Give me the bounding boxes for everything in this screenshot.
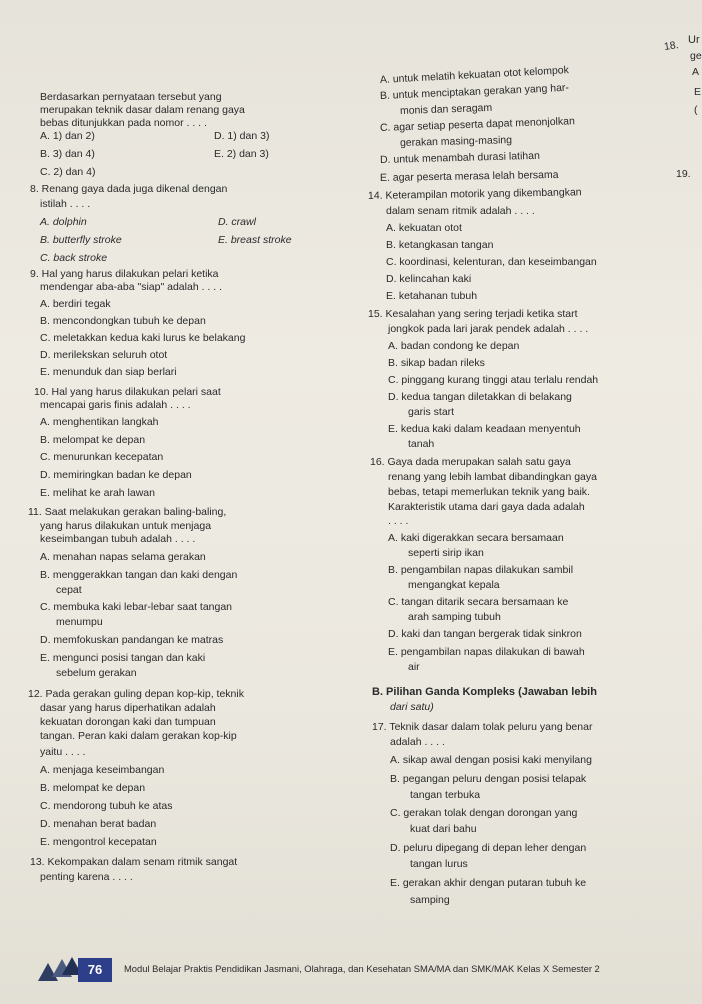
question-text: 15. Kesalahan yang sering terjadi ketika start bbox=[368, 308, 578, 320]
section-heading: B. Pilihan Ganda Kompleks (Jawaban lebih bbox=[372, 686, 597, 698]
answer-option: A. menghentikan langkah bbox=[40, 416, 159, 428]
question-text: penting karena . . . . bbox=[40, 871, 133, 883]
answer-option: B. 3) dan 4) bbox=[40, 148, 95, 160]
question-text: keseimbangan tubuh adalah . . . . bbox=[40, 533, 196, 545]
answer-option: E. mengunci posisi tangan dan kaki bbox=[40, 652, 206, 664]
answer-option: D. merilekskan seluruh otot bbox=[40, 349, 168, 361]
question-text: 10. Hal yang harus dilakukan pelari saat bbox=[34, 386, 221, 398]
question-text: mencapai garis finis adalah . . . . bbox=[40, 399, 191, 411]
question-text: . . . . bbox=[388, 515, 409, 527]
answer-option: C. mendorong tubuh ke atas bbox=[40, 800, 173, 812]
answer-option: tangan lurus bbox=[410, 858, 468, 870]
answer-option: gerakan masing-masing bbox=[399, 134, 513, 149]
footer-text: Modul Belajar Praktis Pendidikan Jasmani, Olahraga, dan Kesehatan SMA/MA dan SMK/MAK Kelas X Semester 2 bbox=[124, 963, 600, 974]
answer-option: E. 2) dan 3) bbox=[214, 148, 269, 160]
answer-option: B. menggerakkan tangan dan kaki dengan bbox=[40, 569, 238, 581]
answer-option: E. melihat ke arah lawan bbox=[40, 487, 155, 499]
answer-option: A. berdiri tegak bbox=[40, 298, 111, 310]
answer-option: D. memiringkan badan ke depan bbox=[40, 469, 192, 481]
answer-option: cepat bbox=[56, 584, 82, 596]
answer-option: E. breast stroke bbox=[218, 234, 292, 246]
answer-option: B. butterfly stroke bbox=[40, 234, 122, 246]
answer-option: D. kelincahan kaki bbox=[386, 273, 472, 285]
question-text: istilah . . . . bbox=[40, 198, 91, 210]
answer-option: E. kedua kaki dalam keadaan menyentuh bbox=[388, 423, 581, 435]
question-text: renang yang lebih lambat dibandingkan gaya bbox=[388, 471, 597, 483]
answer-option: seperti sirip ikan bbox=[408, 547, 484, 559]
answer-option: menumpu bbox=[56, 616, 103, 628]
answer-option: tanah bbox=[408, 438, 435, 450]
answer-option: D. untuk menambah durasi latihan bbox=[379, 149, 541, 166]
answer-option: E. menunduk dan siap berlari bbox=[40, 366, 177, 378]
answer-option: A. untuk melatih kekuatan otot kelompok bbox=[379, 64, 570, 86]
question-text: dasar yang harus diperhatikan adalah bbox=[40, 702, 216, 714]
answer-option: C. agar setiap peserta dapat menonjolkan bbox=[379, 115, 576, 134]
answer-option: sebelum gerakan bbox=[56, 667, 137, 679]
answer-option: A. sikap awal dengan posisi kaki menyilang bbox=[390, 754, 592, 766]
answer-option: tangan terbuka bbox=[410, 789, 481, 801]
question-text: bebas, tetapi memerlukan teknik yang baik. bbox=[388, 486, 590, 498]
answer-option: C. 2) dan 4) bbox=[40, 166, 96, 178]
answer-option: D. 1) dan 3) bbox=[214, 130, 270, 142]
section-heading: dari satu) bbox=[390, 701, 434, 713]
question-text: 17. Teknik dasar dalam tolak peluru yang benar bbox=[372, 721, 593, 733]
answer-option: samping bbox=[410, 894, 450, 906]
cut-fragment: A bbox=[692, 66, 700, 78]
question-text: 16. Gaya dada merupakan salah satu gaya bbox=[370, 456, 571, 468]
answer-option: B. melompat ke depan bbox=[40, 434, 146, 446]
question-text: 11. Saat melakukan gerakan baling-baling, bbox=[28, 506, 227, 518]
answer-option: E. pengambilan napas dilakukan di bawah bbox=[388, 646, 585, 658]
cut-fragment: ( bbox=[694, 104, 698, 116]
answer-option: C. gerakan tolak dengan dorongan yang bbox=[390, 807, 578, 819]
answer-option: B. melompat ke depan bbox=[40, 782, 146, 794]
answer-option: A. kekuatan otot bbox=[386, 222, 462, 234]
answer-option: E. agar peserta merasa lelah bersama bbox=[379, 168, 559, 184]
answer-option: kuat dari bahu bbox=[410, 823, 477, 835]
answer-option: E. ketahanan tubuh bbox=[386, 290, 478, 302]
question-text: dalam senam ritmik adalah . . . . bbox=[386, 205, 535, 217]
question-text: kekuatan dorongan kaki dan tumpuan bbox=[40, 716, 216, 728]
answer-option: B. pengambilan napas dilakukan sambil bbox=[388, 564, 574, 576]
answer-option: D. kaki dan tangan bergerak tidak sinkron bbox=[388, 628, 582, 640]
answer-option: garis start bbox=[408, 406, 455, 418]
question-text: yaitu . . . . bbox=[40, 746, 86, 758]
answer-option: A. menjaga keseimbangan bbox=[40, 764, 165, 776]
question-text: 9. Hal yang harus dilakukan pelari ketika bbox=[30, 268, 219, 280]
question-18-number: 18. bbox=[663, 39, 680, 53]
question-text: mendengar aba-aba "siap" adalah . . . . bbox=[40, 281, 222, 293]
answer-option: C. back stroke bbox=[40, 252, 108, 264]
question-text: adalah . . . . bbox=[390, 736, 445, 748]
page-number: 76 bbox=[78, 958, 112, 982]
answer-option: C. menurunkan kecepatan bbox=[40, 451, 164, 463]
question-text: 8. Renang gaya dada juga dikenal dengan bbox=[30, 183, 228, 195]
answer-option: mengangkat kepala bbox=[408, 579, 500, 591]
answer-option: B. pegangan peluru dengan posisi telapak bbox=[390, 773, 587, 785]
question-text: jongkok pada lari jarak pendek adalah . . . . bbox=[388, 323, 589, 335]
answer-option: D. kedua tangan diletakkan di belakang bbox=[388, 391, 572, 403]
answer-option: B. mencondongkan tubuh ke depan bbox=[40, 315, 206, 327]
question-text: merupakan teknik dasar dalam renang gaya bbox=[40, 104, 245, 116]
cut-fragment: ge bbox=[690, 50, 702, 62]
answer-option: B. untuk menciptakan gerakan yang har- bbox=[379, 81, 570, 102]
question-text: 14. Keterampilan motorik yang dikembangkan bbox=[367, 186, 582, 202]
answer-option: arah samping tubuh bbox=[408, 611, 501, 623]
cut-fragment: E bbox=[694, 86, 702, 98]
question-text: Berdasarkan pernyataan tersebut yang bbox=[40, 91, 222, 103]
answer-option: A. badan condong ke depan bbox=[388, 340, 520, 352]
answer-option: D. crawl bbox=[218, 216, 256, 228]
answer-option: A. dolphin bbox=[40, 216, 87, 228]
answer-option: air bbox=[408, 661, 420, 673]
question-text: 12. Pada gerakan guling depan kop-kip, teknik bbox=[28, 688, 244, 700]
cut-fragment: Ur bbox=[688, 34, 700, 46]
question-text: bebas ditunjukkan pada nomor . . . . bbox=[40, 117, 207, 129]
question-text: tangan. Peran kaki dalam gerakan kop-kip bbox=[40, 730, 237, 742]
footer-decoration bbox=[0, 955, 80, 985]
question-text: 13. Kekompakan dalam senam ritmik sangat bbox=[30, 856, 238, 868]
question-text: yang harus dilakukan untuk menjaga bbox=[40, 520, 212, 532]
answer-option: C. meletakkan kedua kaki lurus ke belakang bbox=[40, 332, 246, 344]
answer-option: B. ketangkasan tangan bbox=[386, 239, 494, 251]
answer-option: D. menahan berat badan bbox=[40, 818, 157, 830]
answer-option: E. mengontrol kecepatan bbox=[40, 836, 157, 848]
answer-option: monis dan seragam bbox=[399, 101, 493, 117]
answer-option: A. kaki digerakkan secara bersamaan bbox=[388, 532, 564, 544]
answer-option: B. sikap badan rileks bbox=[388, 357, 485, 369]
answer-option: D. peluru dipegang di depan leher dengan bbox=[390, 842, 587, 854]
question-19-number: 19. bbox=[676, 168, 691, 180]
answer-option: C. pinggang kurang tinggi atau terlalu rendah bbox=[388, 374, 599, 386]
answer-option: C. membuka kaki lebar-lebar saat tangan bbox=[40, 601, 233, 613]
question-text: Karakteristik utama dari gaya dada adalah bbox=[388, 501, 585, 513]
answer-option: C. tangan ditarik secara bersamaan ke bbox=[388, 596, 569, 608]
answer-option: A. menahan napas selama gerakan bbox=[40, 551, 206, 563]
answer-option: D. memfokuskan pandangan ke matras bbox=[40, 634, 224, 646]
answer-option: E. gerakan akhir dengan putaran tubuh ke bbox=[390, 877, 587, 889]
answer-option: C. koordinasi, kelenturan, dan keseimbangan bbox=[386, 256, 597, 268]
answer-option: A. 1) dan 2) bbox=[40, 130, 95, 142]
